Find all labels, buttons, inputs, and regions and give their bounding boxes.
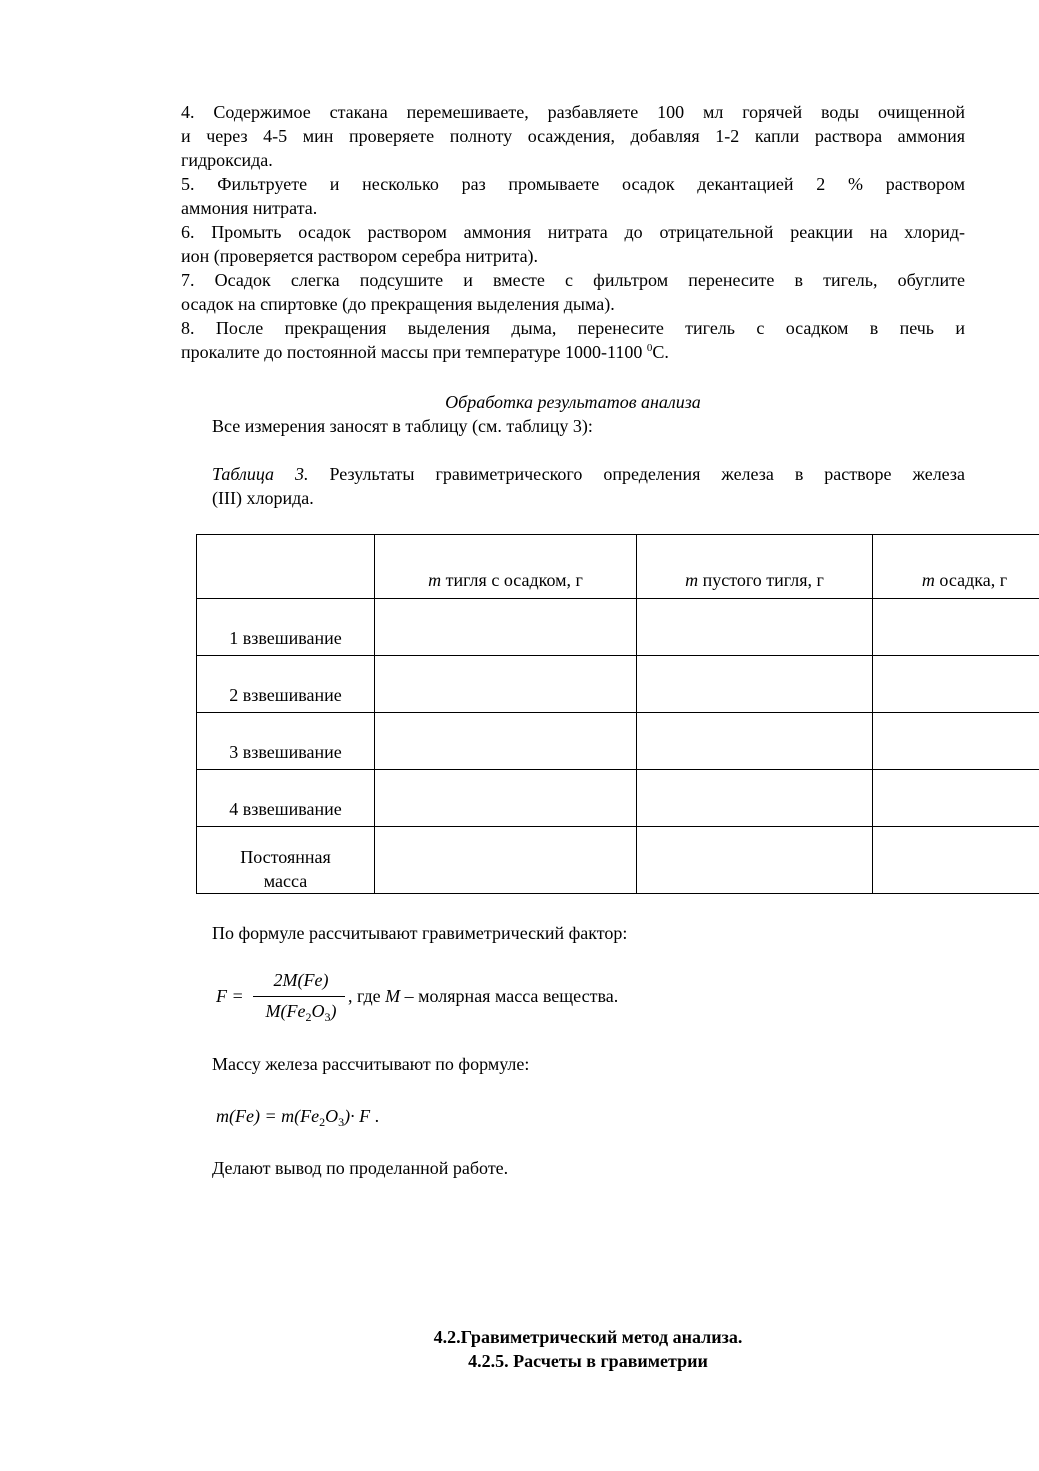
table-cell <box>873 713 1039 770</box>
temperature-unit: С. <box>652 342 669 362</box>
table-cell <box>873 770 1039 827</box>
intro-text: Все измерения заносят в таблицу (см. таблицу 3): <box>212 416 593 436</box>
section-title: Обработка результатов анализа <box>445 392 701 412</box>
table-cell <box>637 713 873 770</box>
formula-factor-explanation: , где M – молярная масса вещества. <box>348 986 619 1006</box>
table-cell <box>375 770 637 827</box>
table-cell <box>375 713 637 770</box>
heading-line-1: 4.2.Гравиметрический метод анализа. <box>433 1327 743 1347</box>
table-row <box>197 713 1039 770</box>
table-cell <box>637 827 873 894</box>
table-cell <box>637 770 873 827</box>
row-label: 1 взвешивание <box>197 599 375 656</box>
table-row <box>197 770 1039 827</box>
table-cell <box>375 599 637 656</box>
table-cell <box>637 599 873 656</box>
formula-iron-mass: $m(Fe) = m(Fe_2O_3)\cdot F$ . <box>216 1106 380 1129</box>
step-7-line-1: 7. Осадок слегка подсушите и вместе с фильтром перенесите в тигель, обуглите <box>181 270 965 290</box>
table-cell <box>873 656 1039 713</box>
step-5-line-2: аммония нитрата. <box>181 198 318 218</box>
row-label: Постоянная масса <box>197 827 375 894</box>
table-row-constant-mass <box>197 827 1039 894</box>
step-4-line-2: и через 4-5 мин проверяете полноту осаждения, добавляя 1-2 капли раствора аммония <box>181 126 965 146</box>
step-5-line-1: 5. Фильтруете и несколько раз промываете осадок декантацией 2 % раствором <box>181 174 965 194</box>
step-8-text: прокалите до постоянной массы при температуре 1000-1100 <box>181 342 647 362</box>
table-row <box>197 656 1039 713</box>
conclusion-text: Делают вывод по проделанной работе. <box>212 1158 509 1178</box>
table-header-row <box>197 535 1039 599</box>
row-label: 3 взвешивание <box>197 713 375 770</box>
formula-factor-denominator: $M(Fe_2O_3)$ <box>265 1001 337 1024</box>
heading-line-2: 4.2.5. Расчеты в гравиметрии <box>468 1351 708 1371</box>
factor-text: По формуле рассчитывают гравиметрический фактор: <box>212 923 628 943</box>
step-6-line-2: ион (проверяется раствором серебра нитрита). <box>181 246 539 266</box>
table-cell <box>873 827 1039 894</box>
row-label: 2 взвешивание <box>197 656 375 713</box>
table-caption <box>212 462 965 510</box>
step-8-line-2 <box>181 340 965 364</box>
table-cell <box>375 656 637 713</box>
table-cell <box>873 599 1039 656</box>
header-cell-empty-crucible: m пустого тигля, г <box>637 535 873 599</box>
results-table <box>196 534 1039 894</box>
procedure-steps <box>181 100 965 364</box>
formula-factor-numerator: 2M(Fe) <box>273 970 329 990</box>
step-4-line-3: гидроксида. <box>181 150 273 170</box>
header-cell-empty <box>197 535 375 599</box>
table-caption-text: Результаты гравиметрического определения железа в растворе железа <box>308 464 965 484</box>
step-8-line-1: 8. После прекращения выделения дыма, перенесите тигель с осадком в печь и <box>181 318 965 338</box>
fraction-line <box>253 996 345 997</box>
formula-factor-lhs: F = <box>216 986 244 1006</box>
step-6-line-1: 6. Промыть осадок раствором аммония нитрата до отрицательной реакции на хлорид- <box>181 222 965 242</box>
mass-text: Массу железа рассчитывают по формуле: <box>212 1054 530 1074</box>
table-caption-text-2: (III) хлорида. <box>212 488 314 508</box>
step-4-line-1: 4. Содержимое стакана перемешиваете, разбавляете 100 мл горячей воды очищенной <box>181 102 965 122</box>
header-cell-crucible-with-precipitate: m тигля с осадком, г <box>375 535 637 599</box>
row-label: 4 взвешивание <box>197 770 375 827</box>
step-7-line-2: осадок на спиртовке (до прекращения выделения дыма). <box>181 294 615 314</box>
degree-superscript: 0 <box>646 342 653 354</box>
table-caption-label: Таблица 3. <box>212 464 309 484</box>
table-cell <box>375 827 637 894</box>
header-cell-precipitate: m осадка, г <box>873 535 1039 599</box>
table-cell <box>637 656 873 713</box>
table-row <box>197 599 1039 656</box>
